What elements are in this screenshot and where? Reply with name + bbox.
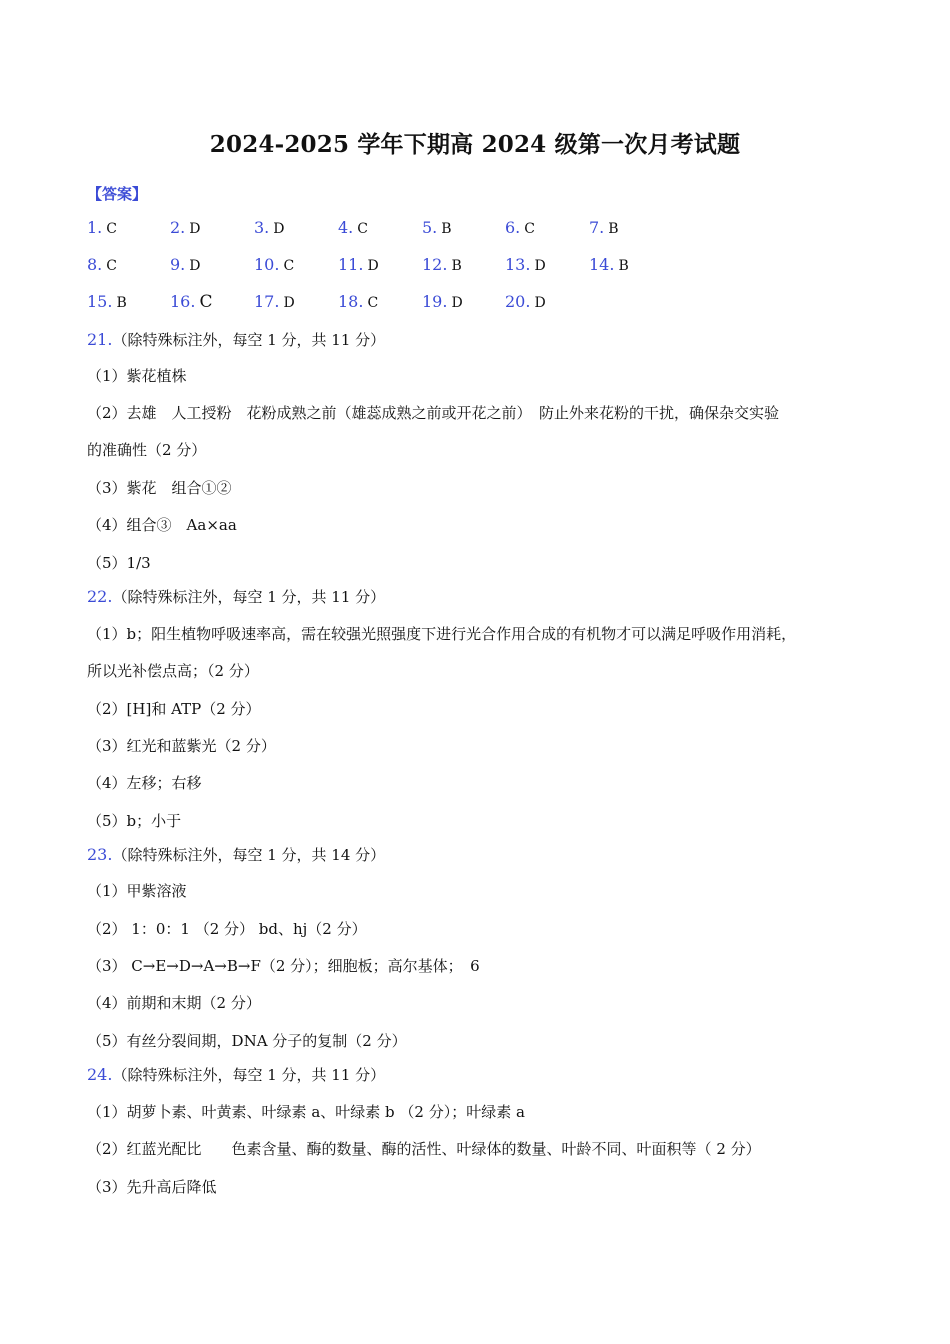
mc-item xyxy=(254,218,285,237)
answer-line: （2）红蓝光配比 色素含量、酶的数量、酶的活性、叶绿体的数量、叶龄不同、叶面积等（ 2 分） xyxy=(87,1140,761,1158)
mc-item xyxy=(589,218,619,237)
mc-answer: D xyxy=(534,295,546,311)
mc-item xyxy=(254,255,294,274)
mc-number: 9. xyxy=(170,255,186,274)
mc-answer: C xyxy=(283,258,295,274)
answer-line: （4）左移；右移 xyxy=(87,774,202,792)
mc-item xyxy=(422,218,452,237)
q22-header xyxy=(87,586,385,607)
mc-item xyxy=(589,255,629,274)
mc-number: 15. xyxy=(87,292,113,311)
mc-answer: D xyxy=(189,221,201,237)
mc-number: 16. xyxy=(170,292,196,311)
mc-answer: C xyxy=(199,292,213,312)
mc-item xyxy=(170,255,201,274)
answer-line: （1）b；阳生植物呼吸速率高，需在较强光照强度下进行光合作用合成的有机物才可以满足呼吸作用消耗， xyxy=(87,625,797,643)
mc-item xyxy=(505,292,546,311)
mc-item xyxy=(422,292,463,311)
mc-number: 8. xyxy=(87,255,103,274)
answer-line: （3）红光和蓝紫光（2 分） xyxy=(87,737,276,755)
answer-line: （5）有丝分裂间期，DNA 分子的复制（2 分） xyxy=(87,1032,407,1050)
mc-item xyxy=(87,255,117,274)
mc-number: 17. xyxy=(254,292,280,311)
mc-answer: B xyxy=(608,221,619,237)
answer-line: （3）先升高后降低 xyxy=(87,1178,217,1196)
mc-item xyxy=(170,292,212,312)
answer-heading: 【答案】 xyxy=(87,185,148,203)
answer-line: （1）胡萝卜素、叶黄素、叶绿素 a、叶绿素 b （2 分）；叶绿素 a xyxy=(87,1103,525,1121)
answer-line: （3）紫花 组合①② xyxy=(87,479,232,497)
mc-number: 10. xyxy=(254,255,280,274)
question-number: 24. xyxy=(87,1065,113,1084)
mc-number: 14. xyxy=(589,255,615,274)
page-title: 2024-2025 学年下期高 2024 级第一次月考试题 xyxy=(209,131,741,158)
mc-number: 11. xyxy=(338,255,364,274)
mc-answer: B xyxy=(441,221,452,237)
answer-line: （2）去雄 人工授粉 花粉成熟之前（雄蕊成熟之前或开花之前） 防止外来花粉的干扰，确保杂交实验 xyxy=(87,404,780,422)
mc-number: 3. xyxy=(254,218,270,237)
score-note: （除特殊标注外，每空 1 分，共 11 分） xyxy=(112,588,386,606)
mc-answer: B xyxy=(618,258,629,274)
mc-item xyxy=(338,292,378,311)
mc-item xyxy=(505,218,535,237)
q23-header xyxy=(87,844,385,865)
mc-answer: D xyxy=(283,295,295,311)
mc-item xyxy=(505,255,546,274)
mc-item xyxy=(422,255,462,274)
answer-line: （4）前期和末期（2 分） xyxy=(87,994,261,1012)
answer-line: （2）[H]和 ATP（2 分） xyxy=(87,700,261,718)
mc-item xyxy=(87,292,127,311)
mc-answer: C xyxy=(524,221,535,237)
mc-number: 18. xyxy=(338,292,364,311)
q21-header xyxy=(87,329,385,350)
mc-item xyxy=(338,255,379,274)
question-number: 22. xyxy=(87,587,113,606)
mc-number: 7. xyxy=(589,218,605,237)
mc-answer: D xyxy=(189,258,201,274)
answer-line: （4）组合③ Aa×aa xyxy=(87,516,237,534)
mc-answer: B xyxy=(451,258,462,274)
answer-line: （1）紫花植株 xyxy=(87,367,187,385)
answer-line: 所以光补偿点高；（2 分） xyxy=(87,662,259,680)
mc-number: 5. xyxy=(422,218,438,237)
mc-answer: C xyxy=(106,258,117,274)
mc-answer: C xyxy=(106,221,117,237)
mc-item xyxy=(338,218,368,237)
mc-number: 19. xyxy=(422,292,448,311)
mc-number: 13. xyxy=(505,255,531,274)
mc-number: 20. xyxy=(505,292,531,311)
mc-number: 4. xyxy=(338,218,354,237)
mc-answer: D xyxy=(273,221,285,237)
mc-item xyxy=(254,292,295,311)
mc-item xyxy=(170,218,201,237)
mc-number: 1. xyxy=(87,218,103,237)
question-number: 21. xyxy=(87,330,113,349)
answer-line: 的准确性（2 分） xyxy=(87,441,207,459)
question-number: 23. xyxy=(87,845,113,864)
answer-line: （5）1/3 xyxy=(87,554,151,572)
mc-number: 2. xyxy=(170,218,186,237)
mc-answer: C xyxy=(367,295,379,311)
mc-answer: D xyxy=(534,258,546,274)
q24-header xyxy=(87,1064,385,1085)
mc-answer: C xyxy=(357,221,368,237)
score-note: （除特殊标注外，每空 1 分，共 11 分） xyxy=(112,331,386,349)
mc-answer: D xyxy=(451,295,463,311)
mc-number: 6. xyxy=(505,218,521,237)
mc-item xyxy=(87,218,117,237)
answer-line: （5）b；小于 xyxy=(87,812,182,830)
answer-line: （1）甲紫溶液 xyxy=(87,882,187,900)
score-note: （除特殊标注外，每空 1 分，共 14 分） xyxy=(112,846,386,864)
score-note: （除特殊标注外，每空 1 分，共 11 分） xyxy=(112,1066,386,1084)
answer-line: （2） 1：0：1 （2 分） bd、hj（2 分） xyxy=(87,920,367,938)
mc-answer: B xyxy=(116,295,127,311)
mc-number: 12. xyxy=(422,255,448,274)
answer-line: （3） C→E→D→A→B→F（2 分）；细胞板；高尔基体； 6 xyxy=(87,957,480,975)
mc-answer: D xyxy=(367,258,379,274)
